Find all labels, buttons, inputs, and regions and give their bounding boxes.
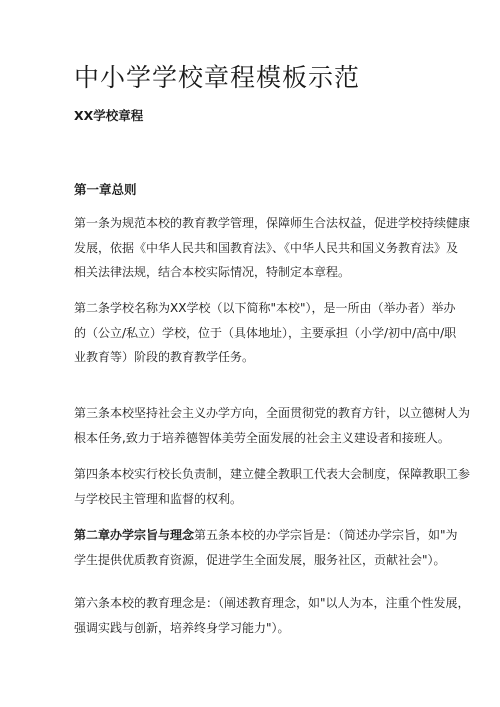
document-title: 中小学学校章程模板示范: [74, 63, 361, 92]
article-2-line: 第二条学校名称为XX学校（以下简称"本校"），是一所由（举办者）举办: [74, 301, 456, 315]
article-2-line: 的（公立/私立）学校，位于（具体地址），主要承担（小学/初中/高中/职: [74, 325, 457, 340]
article-6-paragraph: [74, 591, 470, 640]
article-3-paragraph: [74, 401, 471, 450]
chapter-2-heading: 第二章办学宗旨与理念: [74, 528, 195, 542]
article-3-line: 第三条本校坚持社会主义办学方向，全面贯彻党的教育方针，以立德树人为: [74, 406, 471, 420]
article-1-line: 第一条为规范本校的教育教学管理，保障师生合法权益，促进学校持续健康: [74, 216, 471, 230]
article-1-line: 相关法律法规，结合本校实际情况，特制定本章程。: [74, 265, 351, 279]
article-5-line: 学生提供优质教育资源，促进学生全面发展，服务社区，贡献社会"）。: [74, 552, 446, 567]
article-2-paragraph: [74, 296, 457, 370]
article-5-paragraph: [74, 523, 458, 572]
article-6-line: 第六条本校的教育理念是：（阐述教育理念，如"以人为本，注重个性发展，: [74, 596, 470, 610]
article-1-paragraph: [74, 211, 471, 285]
article-5-text: 第五条本校的办学宗旨是：（简述办学宗旨，如"为: [194, 528, 458, 542]
article-2-line: 业教育等）阶段的教育教学任务。: [74, 350, 255, 364]
article-6-line: 强调实践与创新，培养终身学习能力"）。: [74, 620, 290, 635]
article-1-line: 发展，依据《中华人民共和国教育法》、《中华人民共和国义务教育法》及: [74, 240, 459, 255]
article-4-line: 与学校民主管理和监督的权利。: [74, 491, 243, 506]
document-subtitle: XX学校章程: [74, 108, 144, 123]
article-4-paragraph: [74, 462, 471, 511]
article-4-line: 第四条本校实行校长负责制，建立健全教职工代表大会制度，保障教职工参: [74, 467, 471, 481]
chapter-1-heading: 第一章总则: [74, 182, 137, 197]
article-5-line: [74, 523, 458, 548]
article-3-line: 根本任务,致力于培养德智体美劳全面发展的社会主义建设者和接班人。: [74, 430, 450, 445]
